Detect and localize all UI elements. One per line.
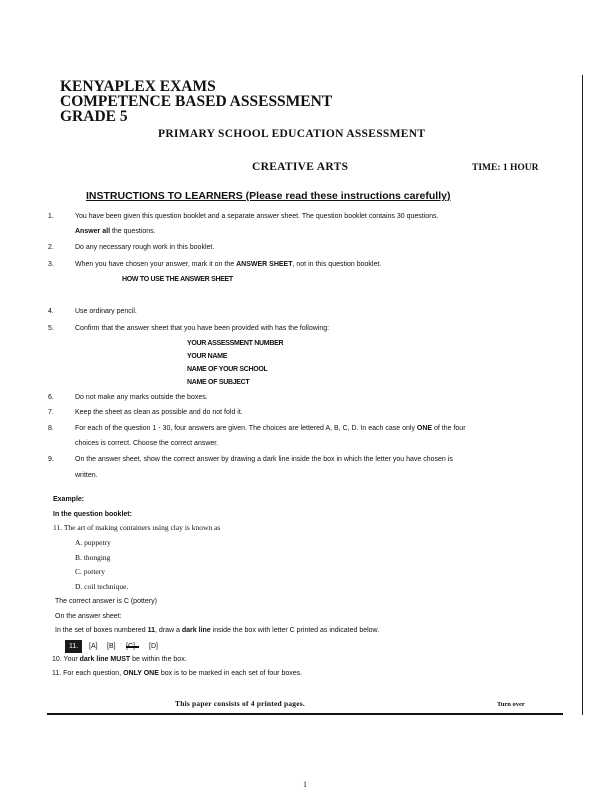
footer-rule (47, 713, 563, 715)
answer-box-c-marked (126, 643, 135, 650)
rule-11 (52, 670, 302, 677)
page-count-note: This paper consists of 4 printed pages. (175, 699, 305, 708)
rule-10 (52, 656, 187, 663)
subject: CREATIVE ARTS (252, 161, 349, 173)
box-number: 11. (65, 640, 82, 653)
answer-box-d: [D] (149, 643, 158, 650)
bold-text: dark line MUST (79, 656, 131, 663)
subtitle: PRIMARY SCHOOL EDUCATION ASSESSMENT (158, 128, 426, 140)
option: B. thonging (75, 553, 111, 562)
booklet-label: In the question booklet: (53, 511, 132, 518)
item-number: 9. (48, 456, 54, 463)
sheet-field: NAME OF SUBJECT (187, 379, 250, 386)
answer-box-a: [A] (89, 643, 98, 650)
bold-text: Answer all (75, 228, 111, 235)
item-text (75, 261, 381, 268)
text: 11. For each question, (52, 670, 124, 677)
sheet-field: YOUR NAME (187, 353, 228, 360)
item-text: Confirm that the answer sheet that you have been provided with has the following: (75, 325, 330, 332)
item-text: Do any necessary rough work in this booklet. (75, 244, 215, 251)
bold-text: dark line (181, 627, 211, 634)
item-continuation: choices is correct. Choose the correct answer. (75, 440, 219, 447)
bold-text: ONLY ONE (123, 670, 159, 677)
item-number: 8. (48, 425, 54, 432)
text: 10. Your (52, 656, 80, 663)
dark-line-mark (126, 646, 139, 648)
correct-answer: The correct answer is C (pottery) (55, 598, 157, 605)
item-text (75, 425, 466, 432)
assessment-title: COMPETENCE BASED ASSESSMENT (60, 93, 333, 110)
item-text: On the answer sheet, show the correct answer by drawing a dark line inside the box in which the letter you have chosen is (75, 456, 453, 463)
item-text: Use ordinary pencil. (75, 308, 137, 315)
right-margin-line (582, 75, 583, 715)
how-to-heading: HOW TO USE THE ANSWER SHEET (122, 276, 233, 283)
text: inside the box with letter C printed as indicated below. (210, 627, 380, 634)
text: When you have chosen your answer, mark it on the (75, 261, 237, 268)
sheet-field: NAME OF YOUR SCHOOL (187, 366, 268, 373)
item-number: 6. (48, 394, 54, 401)
org-title: KENYAPLEX EXAMS (60, 78, 216, 95)
option: D. coil technique. (75, 582, 129, 591)
item-number: 4. (48, 308, 54, 315)
instructions-heading: INSTRUCTIONS TO LEARNERS (Please read these instructions carefully) (86, 190, 451, 202)
item-number: 1. (48, 213, 54, 220)
item-number: 2. (48, 244, 54, 251)
item-text: the questions. (110, 228, 156, 235)
sheet-field: YOUR ASSESSMENT NUMBER (187, 340, 284, 347)
item-text: Do not make any marks outside the boxes. (75, 394, 208, 401)
bold-text: ANSWER SHEET (236, 261, 293, 268)
bold-text: ONE (416, 425, 433, 432)
item-number: 3. (48, 261, 54, 268)
item-text: Keep the sheet as clean as possible and do not fold it. (75, 409, 243, 416)
grade-title: GRADE 5 (60, 108, 128, 125)
bold-text: 11 (147, 627, 156, 634)
text: be within the box. (130, 656, 187, 663)
item-number: 7. (48, 409, 54, 416)
option: C. pottery (75, 567, 105, 576)
box-instruction (55, 627, 379, 634)
item-continuation: written. (75, 472, 98, 479)
item-continuation (75, 228, 156, 235)
text: , draw a (155, 627, 182, 634)
page-number: 1 (303, 780, 307, 789)
answer-box-b: [B] (107, 643, 116, 650)
text: box is to be marked in each set of four boxes. (158, 670, 303, 677)
option: A. puppetry (75, 538, 111, 547)
text: In the set of boxes numbered (55, 627, 148, 634)
sheet-label: On the answer sheet: (55, 613, 122, 620)
text: For each of the question 1 - 30, four answers are given. The choices are lettered A, B, C, D. In each case only (75, 425, 417, 432)
turn-over: Turn over (497, 701, 525, 708)
example-label: Example: (53, 496, 85, 503)
text: , not in this question booklet. (292, 261, 382, 268)
text: of the four (432, 425, 466, 432)
example-question: 11. The art of making containers using clay is known as (53, 523, 221, 532)
item-number: 5. (48, 325, 54, 332)
item-text: You have been given this question booklet and a separate answer sheet. The question booklet contains 30 questions. (75, 213, 439, 220)
time-allowed: TIME: 1 HOUR (472, 163, 539, 173)
